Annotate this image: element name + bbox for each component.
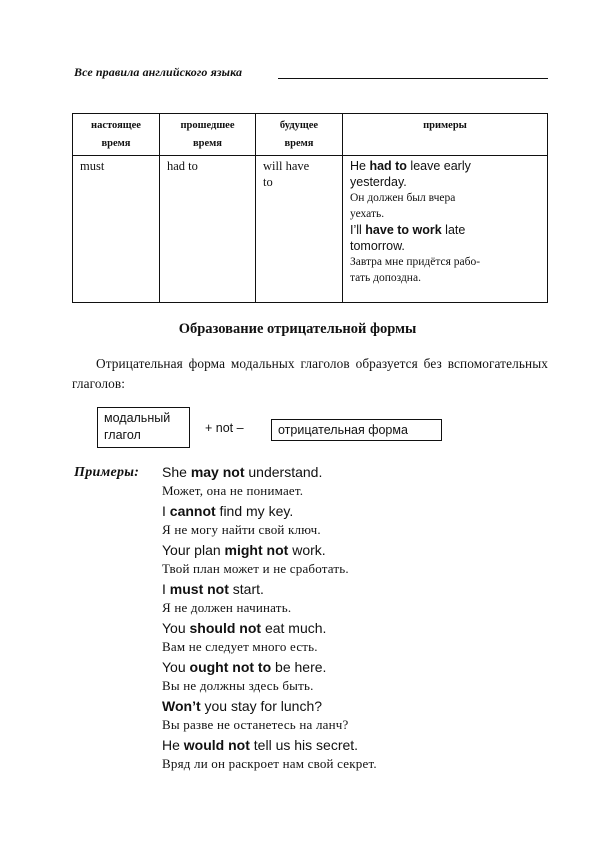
example-russian-translation: Может, она не понимает. — [162, 483, 304, 498]
section-intro: Отрицательная форма модальных глаголов образуется без вспомогательных глаголов: — [72, 356, 548, 391]
example-text: tell us his secret. — [249, 737, 359, 753]
example-english-sentence — [162, 658, 548, 677]
examples-label: Примеры: — [74, 465, 140, 480]
example-text: yesterday. — [350, 175, 407, 189]
example-english-line — [350, 158, 540, 174]
header-rule — [278, 78, 548, 79]
example-text: Завтра мне придётся рабо- — [350, 256, 481, 268]
example-english-sentence — [162, 580, 548, 599]
formula-plus-not: + not – — [205, 421, 244, 435]
example-russian-translation: Твой план может и не сработать. — [162, 561, 349, 576]
header-examples: примеры — [343, 114, 548, 156]
example-text: Он должен был вчера — [350, 192, 456, 204]
example-text: work. — [288, 542, 326, 558]
formula-modal-verb-box: модальный глагол — [97, 407, 190, 448]
cell-past: had to — [160, 156, 256, 303]
example-text: start. — [228, 581, 264, 597]
example-english-line — [350, 174, 540, 190]
example-english-sentence — [162, 463, 548, 482]
example-english-sentence — [162, 502, 548, 521]
example-english-sentence — [162, 541, 548, 560]
table-row — [73, 156, 548, 303]
header-future: будущее время — [256, 114, 343, 156]
example-text: leave early — [406, 159, 471, 173]
example-english-sentence — [162, 619, 548, 638]
example-text: tomorrow. — [350, 239, 405, 253]
example-russian-translation: Вам не следует много есть. — [162, 639, 318, 654]
example-russian-translation: Вы не должны здесь быть. — [162, 678, 314, 693]
example-bold-text: may not — [190, 464, 245, 480]
example-russian-line — [350, 190, 540, 206]
example-bold-text: ought not to — [189, 659, 272, 675]
example-english-sentence — [162, 736, 548, 755]
example-bold-text: should not — [189, 620, 262, 636]
example-text: He — [350, 159, 370, 173]
example-text: I — [162, 581, 170, 597]
header-past: прошедшее время — [160, 114, 256, 156]
example-russian-translation: Я не должен начинать. — [162, 600, 292, 615]
example-text: I’ll — [350, 223, 366, 237]
example-text: late — [441, 223, 466, 237]
example-text: understand. — [244, 464, 323, 480]
example-bold-text: have to work — [365, 223, 442, 237]
example-bold-text: cannot — [169, 503, 216, 519]
example-text: I — [162, 503, 170, 519]
example-text: you stay for lunch? — [200, 698, 323, 714]
example-text: тать допоздна. — [350, 272, 421, 284]
cell-present: must — [73, 156, 160, 303]
example-russian-translation: Я не могу найти свой ключ. — [162, 522, 321, 537]
example-russian-line — [350, 254, 540, 270]
example-text: find my key. — [215, 503, 294, 519]
example-bold-text: must not — [169, 581, 229, 597]
cell-future: will have to — [256, 156, 343, 303]
example-bold-text: might not — [224, 542, 289, 558]
example-text: уехать. — [350, 208, 385, 220]
examples-list — [162, 463, 548, 775]
example-english-line — [350, 222, 540, 238]
example-text: You — [162, 659, 190, 675]
example-text: eat much. — [261, 620, 327, 636]
example-text: Your plan — [162, 542, 225, 558]
running-header-title: Все правила английского языка — [74, 65, 243, 79]
example-russian-translation: Вряд ли он раскроет нам свой секрет. — [162, 756, 377, 771]
header-present: настоящее время — [73, 114, 160, 156]
example-text: be here. — [271, 659, 327, 675]
example-bold-text: had to — [369, 159, 407, 173]
example-text: She — [162, 464, 191, 480]
example-text: He — [162, 737, 184, 753]
cell-examples — [343, 156, 548, 303]
formula-result-box: отрицательная форма — [271, 419, 442, 441]
example-russian-line — [350, 206, 540, 222]
example-text: You — [162, 620, 190, 636]
tense-table — [72, 113, 548, 303]
example-bold-text: would not — [183, 737, 250, 753]
section-title: Образование отрицательной формы — [178, 321, 417, 337]
example-english-line — [350, 238, 540, 254]
example-russian-translation: Вы разве не останетесь на ланч? — [162, 717, 349, 732]
example-russian-line — [350, 270, 540, 286]
example-bold-text: Won’t — [162, 698, 201, 714]
table-header-row — [73, 114, 548, 156]
example-english-sentence — [162, 697, 548, 716]
